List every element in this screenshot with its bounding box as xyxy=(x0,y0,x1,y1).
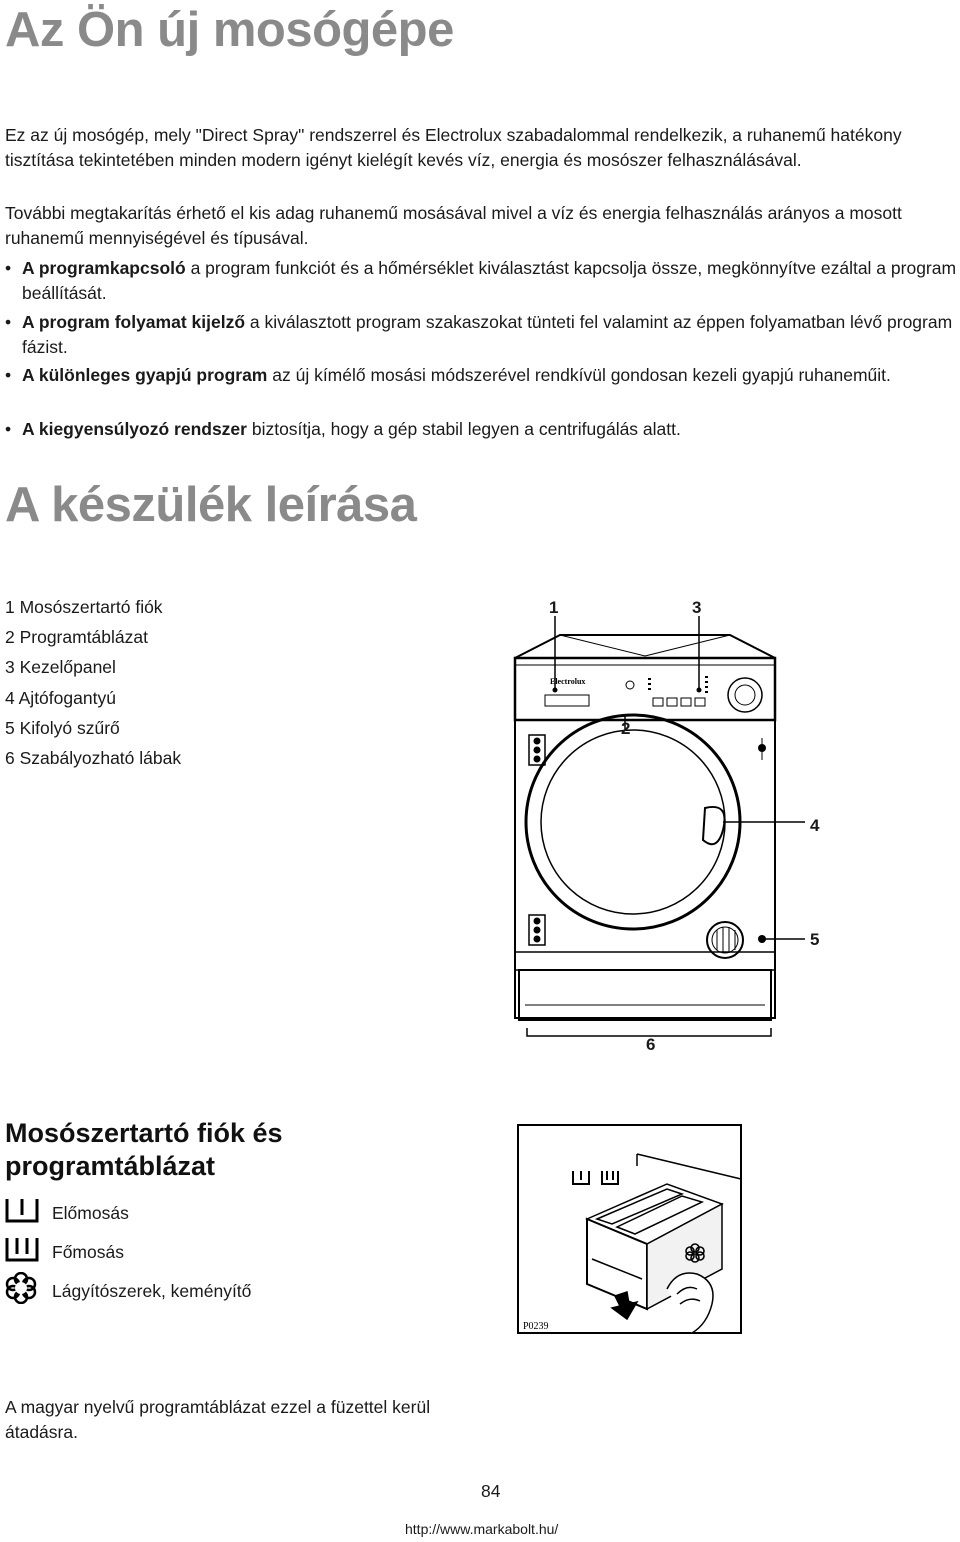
symbol-label-softener: Lágyítószerek, keményítő xyxy=(52,1281,252,1301)
callout-1: 1 xyxy=(549,598,559,617)
footer-url[interactable]: http://www.markabolt.hu/ xyxy=(405,1521,559,1537)
list-item: 1 Mosószertartó fiók xyxy=(5,597,163,617)
softener-flower-icon xyxy=(5,1272,37,1304)
feature-item xyxy=(22,363,957,388)
feature-text: az új kímélő mosási módszerével rendkívül gondosan kezeli gyapjú ruhaneműit. xyxy=(267,365,891,385)
list-item: 6 Szabályozható lábak xyxy=(5,748,182,768)
feature-item xyxy=(22,310,957,359)
section-title-description: A készülék leírása xyxy=(5,478,417,532)
bullet-icon: • xyxy=(5,258,12,278)
feature-text: biztosítja, hogy a gép stabil legyen a centrifugálás alatt. xyxy=(246,419,681,439)
page-title: Az Ön új mosógépe xyxy=(5,3,454,57)
list-item: 3 Kezelőpanel xyxy=(5,657,116,677)
machine-brand-logo: Electrolux xyxy=(550,677,586,686)
callout-5: 5 xyxy=(810,930,820,949)
prewash-icon xyxy=(5,1197,39,1225)
feature-item xyxy=(22,256,957,305)
callout-3: 3 xyxy=(692,598,702,617)
feature-item xyxy=(22,417,957,442)
list-item: 5 Kifolyó szűrő xyxy=(5,718,120,738)
washing-machine-diagram xyxy=(505,590,835,1060)
feature-text: a program funkciót és a hőmérséklet kiválasztást kapcsolja össze, megkönnyítve ezáltal a program beállítását. xyxy=(22,258,957,303)
symbol-label-prewash: Előmosás xyxy=(52,1203,129,1223)
feature-bold: A programkapcsoló xyxy=(22,258,186,278)
list-item: 4 Ajtófogantyú xyxy=(5,688,116,708)
bullet-icon: • xyxy=(5,365,12,385)
section-title-line: Mosószertartó fiók és xyxy=(5,1118,283,1148)
feature-bold: A különleges gyapjú program xyxy=(22,365,268,385)
program-table-note: A magyar nyelvű programtáblázat ezzel a füzettel kerül átadásra. xyxy=(5,1397,431,1442)
mainwash-icon xyxy=(5,1236,39,1264)
feature-bold: A program folyamat kijelző xyxy=(22,312,246,332)
intro-paragraph-1: Ez az új mosógép, mely "Direct Spray" rendszerrel és Electrolux szabadalommal rendelkezik, a ruhanemű hatékony tisztítása tekintetében minden modern igényt kielégít kevés víz, energia és mosószer felhasználásával. xyxy=(5,125,902,170)
callout-6: 6 xyxy=(646,1035,656,1054)
callout-4: 4 xyxy=(810,816,820,835)
detergent-drawer-illustration xyxy=(517,1124,742,1334)
list-item: 2 Programtáblázat xyxy=(5,627,148,647)
bullet-icon: • xyxy=(5,419,12,439)
feature-bold: A kiegyensúlyozó rendszer xyxy=(22,419,247,439)
callout-2: 2 xyxy=(621,719,631,738)
section-title-line: programtáblázat xyxy=(5,1151,216,1181)
bullet-icon: • xyxy=(5,312,12,332)
feature-text: a kiválasztott program szakaszokat tünteti fel valamint az éppen folyamatban lévő program fázist. xyxy=(22,312,953,357)
section-title-drawer xyxy=(5,1117,283,1183)
intro-paragraph-2: További megtakarítás érhető el kis adag ruhanemű mosásával mivel a víz és energia felhasználás arányos a mosott ruhanemű mennyiségével és típusával. xyxy=(5,203,902,248)
page-number: 84 xyxy=(481,1481,501,1501)
symbol-label-mainwash: Főmosás xyxy=(52,1242,124,1262)
figure-code: P0239 xyxy=(523,1321,549,1332)
